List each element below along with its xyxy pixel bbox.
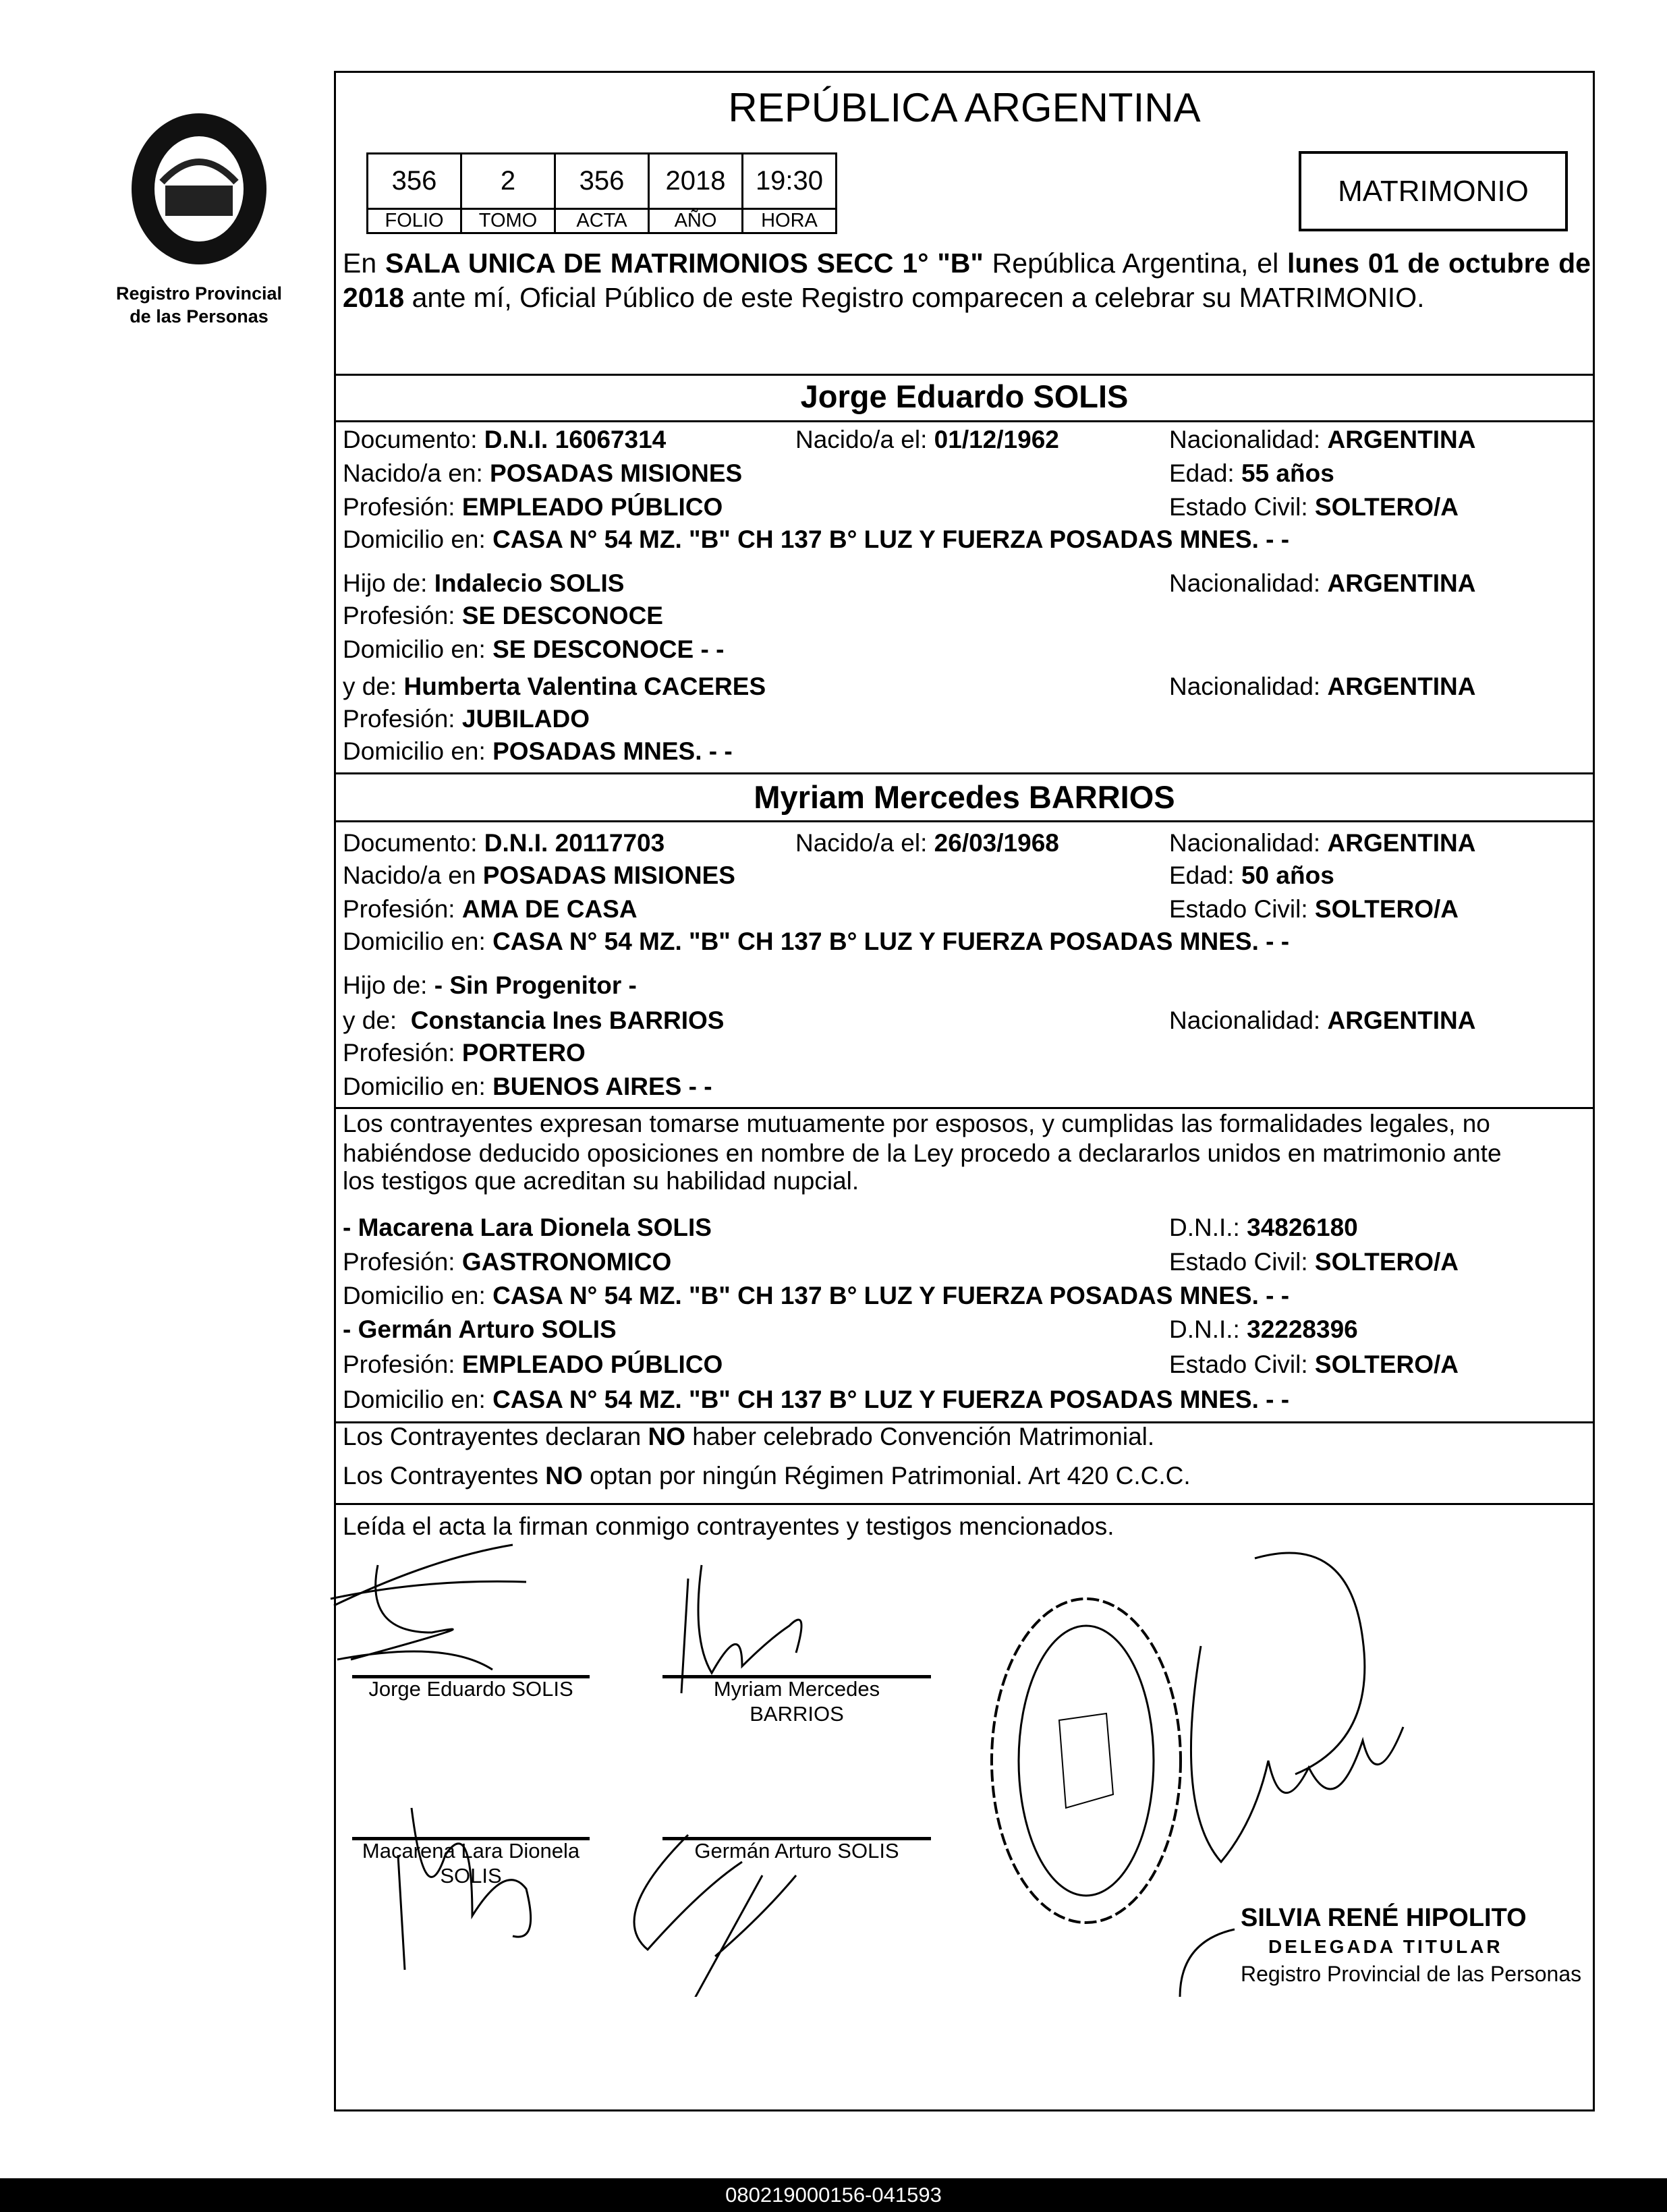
text-field: los testigos que acreditan su habilidad nupcial.: [343, 1167, 859, 1195]
province-seal-logo: [115, 108, 283, 277]
text-field: [1059, 1713, 1113, 1808]
text-field: [343, 601, 663, 631]
text-field: SOLIS: [440, 1864, 502, 1888]
text-field: [343, 1315, 617, 1344]
text-field: SE DESCONOCE - -: [492, 635, 725, 663]
divider-line: [334, 420, 1595, 422]
text-field: [343, 1422, 1154, 1452]
groom-signature-label: Jorge Eduardo SOLIS: [368, 1677, 573, 1701]
text-field: 32228396: [1247, 1315, 1358, 1343]
text-field: [1169, 672, 1475, 702]
folio-table: [366, 152, 837, 234]
text-field: [343, 459, 742, 488]
text-field: [1169, 425, 1475, 455]
text-field: 19:30: [743, 154, 837, 209]
text-field: Estado Civil:: [1169, 1351, 1308, 1378]
divider-line: [334, 772, 1595, 774]
text-field: 26/03/1968: [934, 829, 1059, 857]
text-field: POSADAS MISIONES: [482, 861, 735, 889]
text-field: Profesión:: [343, 895, 455, 923]
text-field: BARRIOS: [750, 1702, 844, 1726]
divider-line: [334, 1503, 1595, 1505]
text-field: GASTRONOMICO: [461, 1248, 672, 1276]
text-field: Domicilio en:: [343, 1386, 486, 1413]
text-field: [343, 1350, 723, 1380]
text-field: NO: [545, 1462, 583, 1490]
text-field: optan por ningún Régimen Patrimonial. Art 420 C.C.C.: [582, 1462, 1191, 1490]
text-field: [331, 1545, 526, 1670]
text-field: En: [343, 248, 385, 279]
text-field: [1169, 569, 1475, 598]
text-field: D.N.I. 20117703: [484, 829, 665, 857]
text-field: Nacido/a el:: [795, 829, 928, 857]
bride-name: Myriam Mercedes BARRIOS: [754, 779, 1175, 815]
text-field: D.N.I. 16067314: [484, 426, 667, 453]
text-field: 356: [555, 154, 649, 209]
text-field: Nacido/a en: [343, 861, 476, 889]
text-field: 2018: [649, 154, 743, 209]
text-field: [343, 895, 638, 924]
text-field: Domicilio en:: [343, 737, 486, 765]
text-field: Los Contrayentes declaran: [343, 1423, 648, 1450]
text-field: CASA N° 54 MZ. "B" CH 137 B° LUZ Y FUERZA POSADAS MNES. - -: [492, 928, 1290, 955]
text-field: Edad:: [1169, 459, 1235, 487]
text-field: ante mí, Oficial Público de este Registro comparecen a celebrar su MATRIMONIO.: [404, 282, 1425, 313]
text-field: Profesión:: [343, 1351, 455, 1378]
text-field: habiéndose deducido oposiciones en nombre de la Ley procedo a declararlos unidos en matrimonio ante: [343, 1139, 1502, 1167]
text-field: CASA N° 54 MZ. "B" CH 137 B° LUZ Y FUERZA POSADAS MNES. - -: [492, 1282, 1290, 1309]
text-field: [1169, 1247, 1459, 1277]
text-field: [634, 1835, 796, 1997]
text-field: [368, 209, 837, 233]
text-field: [343, 1247, 671, 1277]
text-field: TOMO: [461, 209, 555, 233]
text-field: [1169, 828, 1475, 858]
closing-text: Leída el acta la firman conmigo contrayentes y testigos mencionados.: [343, 1512, 1114, 1540]
text-field: CASA N° 54 MZ. "B" CH 137 B° LUZ Y FUERZA POSADAS MNES. - -: [492, 526, 1290, 553]
text-field: [1169, 1006, 1475, 1036]
text-field: POSADAS MNES. - -: [492, 737, 733, 765]
text-field: SOLTERO/A: [1314, 493, 1459, 521]
text-field: EMPLEADO PÚBLICO: [461, 1351, 723, 1378]
text-field: [992, 1599, 1181, 1923]
text-field: [1169, 895, 1459, 924]
text-field: [1169, 1315, 1358, 1344]
logo-caption: [88, 282, 310, 328]
text-field: 356: [368, 154, 461, 209]
text-field: Nacido/a el:: [795, 426, 928, 453]
text-field: Constancia Ines BARRIOS: [410, 1006, 725, 1034]
text-field: ARGENTINA: [1327, 569, 1476, 597]
text-field: [795, 828, 1059, 858]
text-field: Nacionalidad:: [1169, 829, 1321, 857]
text-field: POSADAS MISIONES: [490, 459, 743, 487]
text-field: [1169, 861, 1334, 890]
text-field: [343, 1385, 1289, 1415]
text-field: CASA N° 54 MZ. "B" CH 137 B° LUZ Y FUERZA POSADAS MNES. - -: [492, 1386, 1290, 1413]
text-field: y de:: [343, 673, 397, 700]
text-field: NO: [648, 1423, 685, 1450]
text-field: - Sin Progenitor -: [434, 971, 637, 999]
text-field: Domicilio en:: [343, 1282, 486, 1309]
intro-paragraph: [343, 246, 1591, 315]
text-field: Los contrayentes expresan tomarse mutuamente por esposos, y cumplidas las formalidades legales, no: [343, 1110, 1490, 1137]
text-field: JUBILADO: [461, 705, 590, 733]
text-field: Nacionalidad:: [1169, 673, 1321, 700]
text-field: [343, 1461, 1191, 1491]
text-field: Domicilio en:: [343, 1073, 486, 1100]
text-field: ARGENTINA: [1327, 829, 1476, 857]
text-field: Edad:: [1169, 861, 1235, 889]
text-field: 2: [461, 154, 555, 209]
text-field: ARGENTINA: [1327, 673, 1476, 700]
text-field: Documento:: [343, 426, 478, 453]
divider-line: [334, 820, 1595, 822]
text-field: Hijo de:: [343, 971, 428, 999]
country-title: REPÚBLICA ARGENTINA: [728, 85, 1201, 130]
text-field: Nacionalidad:: [1169, 426, 1321, 453]
text-field: [1169, 1350, 1459, 1380]
text-field: 34826180: [1247, 1214, 1358, 1241]
text-field: SOLTERO/A: [1314, 1248, 1459, 1276]
text-field: ARGENTINA: [1327, 1006, 1476, 1034]
text-field: [368, 154, 837, 233]
text-field: Domicilio en:: [343, 635, 486, 663]
text-field: [343, 861, 735, 890]
text-field: Domicilio en:: [343, 526, 486, 553]
witness2-signature-label: Germán Arturo SOLIS: [694, 1839, 899, 1863]
text-field: [343, 672, 766, 702]
text-field: [368, 154, 837, 209]
text-field: [343, 1281, 1289, 1311]
text-field: Documento:: [343, 829, 478, 857]
text-field: - Germán Arturo SOLIS: [343, 1315, 617, 1343]
text-field: [343, 1038, 586, 1068]
text-field: [681, 1565, 801, 1693]
official-role: DELEGADA TITULAR: [1268, 1936, 1503, 1957]
text-field: 50 años: [1241, 861, 1334, 889]
text-field: Los Contrayentes: [343, 1462, 546, 1490]
text-field: [343, 828, 665, 858]
text-field: Profesión:: [343, 493, 455, 521]
text-field: lunes 01 de octubre de 2018: [343, 248, 1591, 313]
text-field: PORTERO: [461, 1039, 586, 1067]
text-field: [343, 971, 637, 1000]
text-field: D.N.I.:: [1169, 1315, 1240, 1343]
text-field: Myriam Mercedes: [713, 1677, 880, 1701]
text-field: - Macarena Lara Dionela SOLIS: [343, 1214, 712, 1241]
text-field: 01/12/1962: [934, 426, 1059, 453]
text-field: Nacionalidad:: [1169, 569, 1321, 597]
document-barcode-number: 080219000156-041593: [0, 2178, 1667, 2212]
text-field: FOLIO: [368, 209, 461, 233]
text-field: [343, 525, 1289, 555]
text-field: Profesión:: [343, 602, 455, 629]
text-field: 55 años: [1241, 459, 1334, 487]
text-field: [343, 737, 733, 766]
text-field: [343, 569, 624, 598]
text-field: ARGENTINA: [1327, 426, 1476, 453]
text-field: [343, 1213, 712, 1243]
text-field: Macarena Lara Dionela: [362, 1839, 580, 1863]
text-field: Hijo de:: [343, 569, 428, 597]
text-field: y de:: [343, 1006, 397, 1034]
act-type-box: MATRIMONIO: [1299, 151, 1568, 231]
text-field: BUENOS AIRES - -: [492, 1073, 712, 1100]
official-name: SILVIA RENÉ HIPOLITO: [1241, 1904, 1527, 1932]
text-field: Estado Civil:: [1169, 493, 1308, 521]
text-field: Estado Civil:: [1169, 895, 1308, 923]
text-field: Registro Provincial: [115, 283, 283, 304]
divider-line: [334, 374, 1595, 376]
text-field: AÑO: [649, 209, 743, 233]
text-field: SALA UNICA DE MATRIMONIOS SECC 1° "B": [385, 248, 984, 279]
text-field: SE DESCONOCE: [461, 602, 663, 629]
text-field: Profesión:: [343, 1039, 455, 1067]
text-field: [343, 1072, 712, 1102]
text-field: [343, 927, 1289, 957]
text-field: ACTA: [555, 209, 649, 233]
text-field: [1169, 459, 1334, 488]
text-field: SOLTERO/A: [1314, 1351, 1459, 1378]
text-field: [795, 425, 1059, 455]
text-field: [343, 1006, 724, 1036]
text-field: [165, 186, 233, 216]
text-field: AMA DE CASA: [461, 895, 638, 923]
text-field: Domicilio en:: [343, 928, 486, 955]
text-field: Indalecio SOLIS: [434, 569, 625, 597]
text-field: HORA: [743, 209, 837, 233]
text-field: D.N.I.:: [1169, 1214, 1240, 1241]
text-field: de las Personas: [130, 306, 269, 327]
text-field: [343, 635, 724, 664]
text-field: Profesión:: [343, 1248, 455, 1276]
text-field: Nacionalidad:: [1169, 1006, 1321, 1034]
official-org: Registro Provincial de las Personas: [1241, 1962, 1582, 1986]
text-field: Nacido/a en:: [343, 459, 483, 487]
text-field: EMPLEADO PÚBLICO: [461, 493, 723, 521]
text-field: [398, 1808, 531, 1970]
text-field: Humberta Valentina CACERES: [403, 673, 766, 700]
text-field: República Argentina, el: [983, 248, 1287, 279]
text-field: [1019, 1626, 1154, 1896]
text-field: [1169, 1213, 1358, 1243]
groom-name: Jorge Eduardo SOLIS: [800, 378, 1129, 414]
text-field: [343, 704, 590, 734]
text-field: [1169, 492, 1459, 522]
text-field: Profesión:: [343, 705, 455, 733]
text-field: SOLTERO/A: [1314, 895, 1459, 923]
groom-doc: [343, 425, 666, 455]
text-field: Estado Civil:: [1169, 1248, 1308, 1276]
text-field: haber celebrado Convención Matrimonial.: [685, 1423, 1155, 1450]
text-field: [343, 492, 723, 522]
